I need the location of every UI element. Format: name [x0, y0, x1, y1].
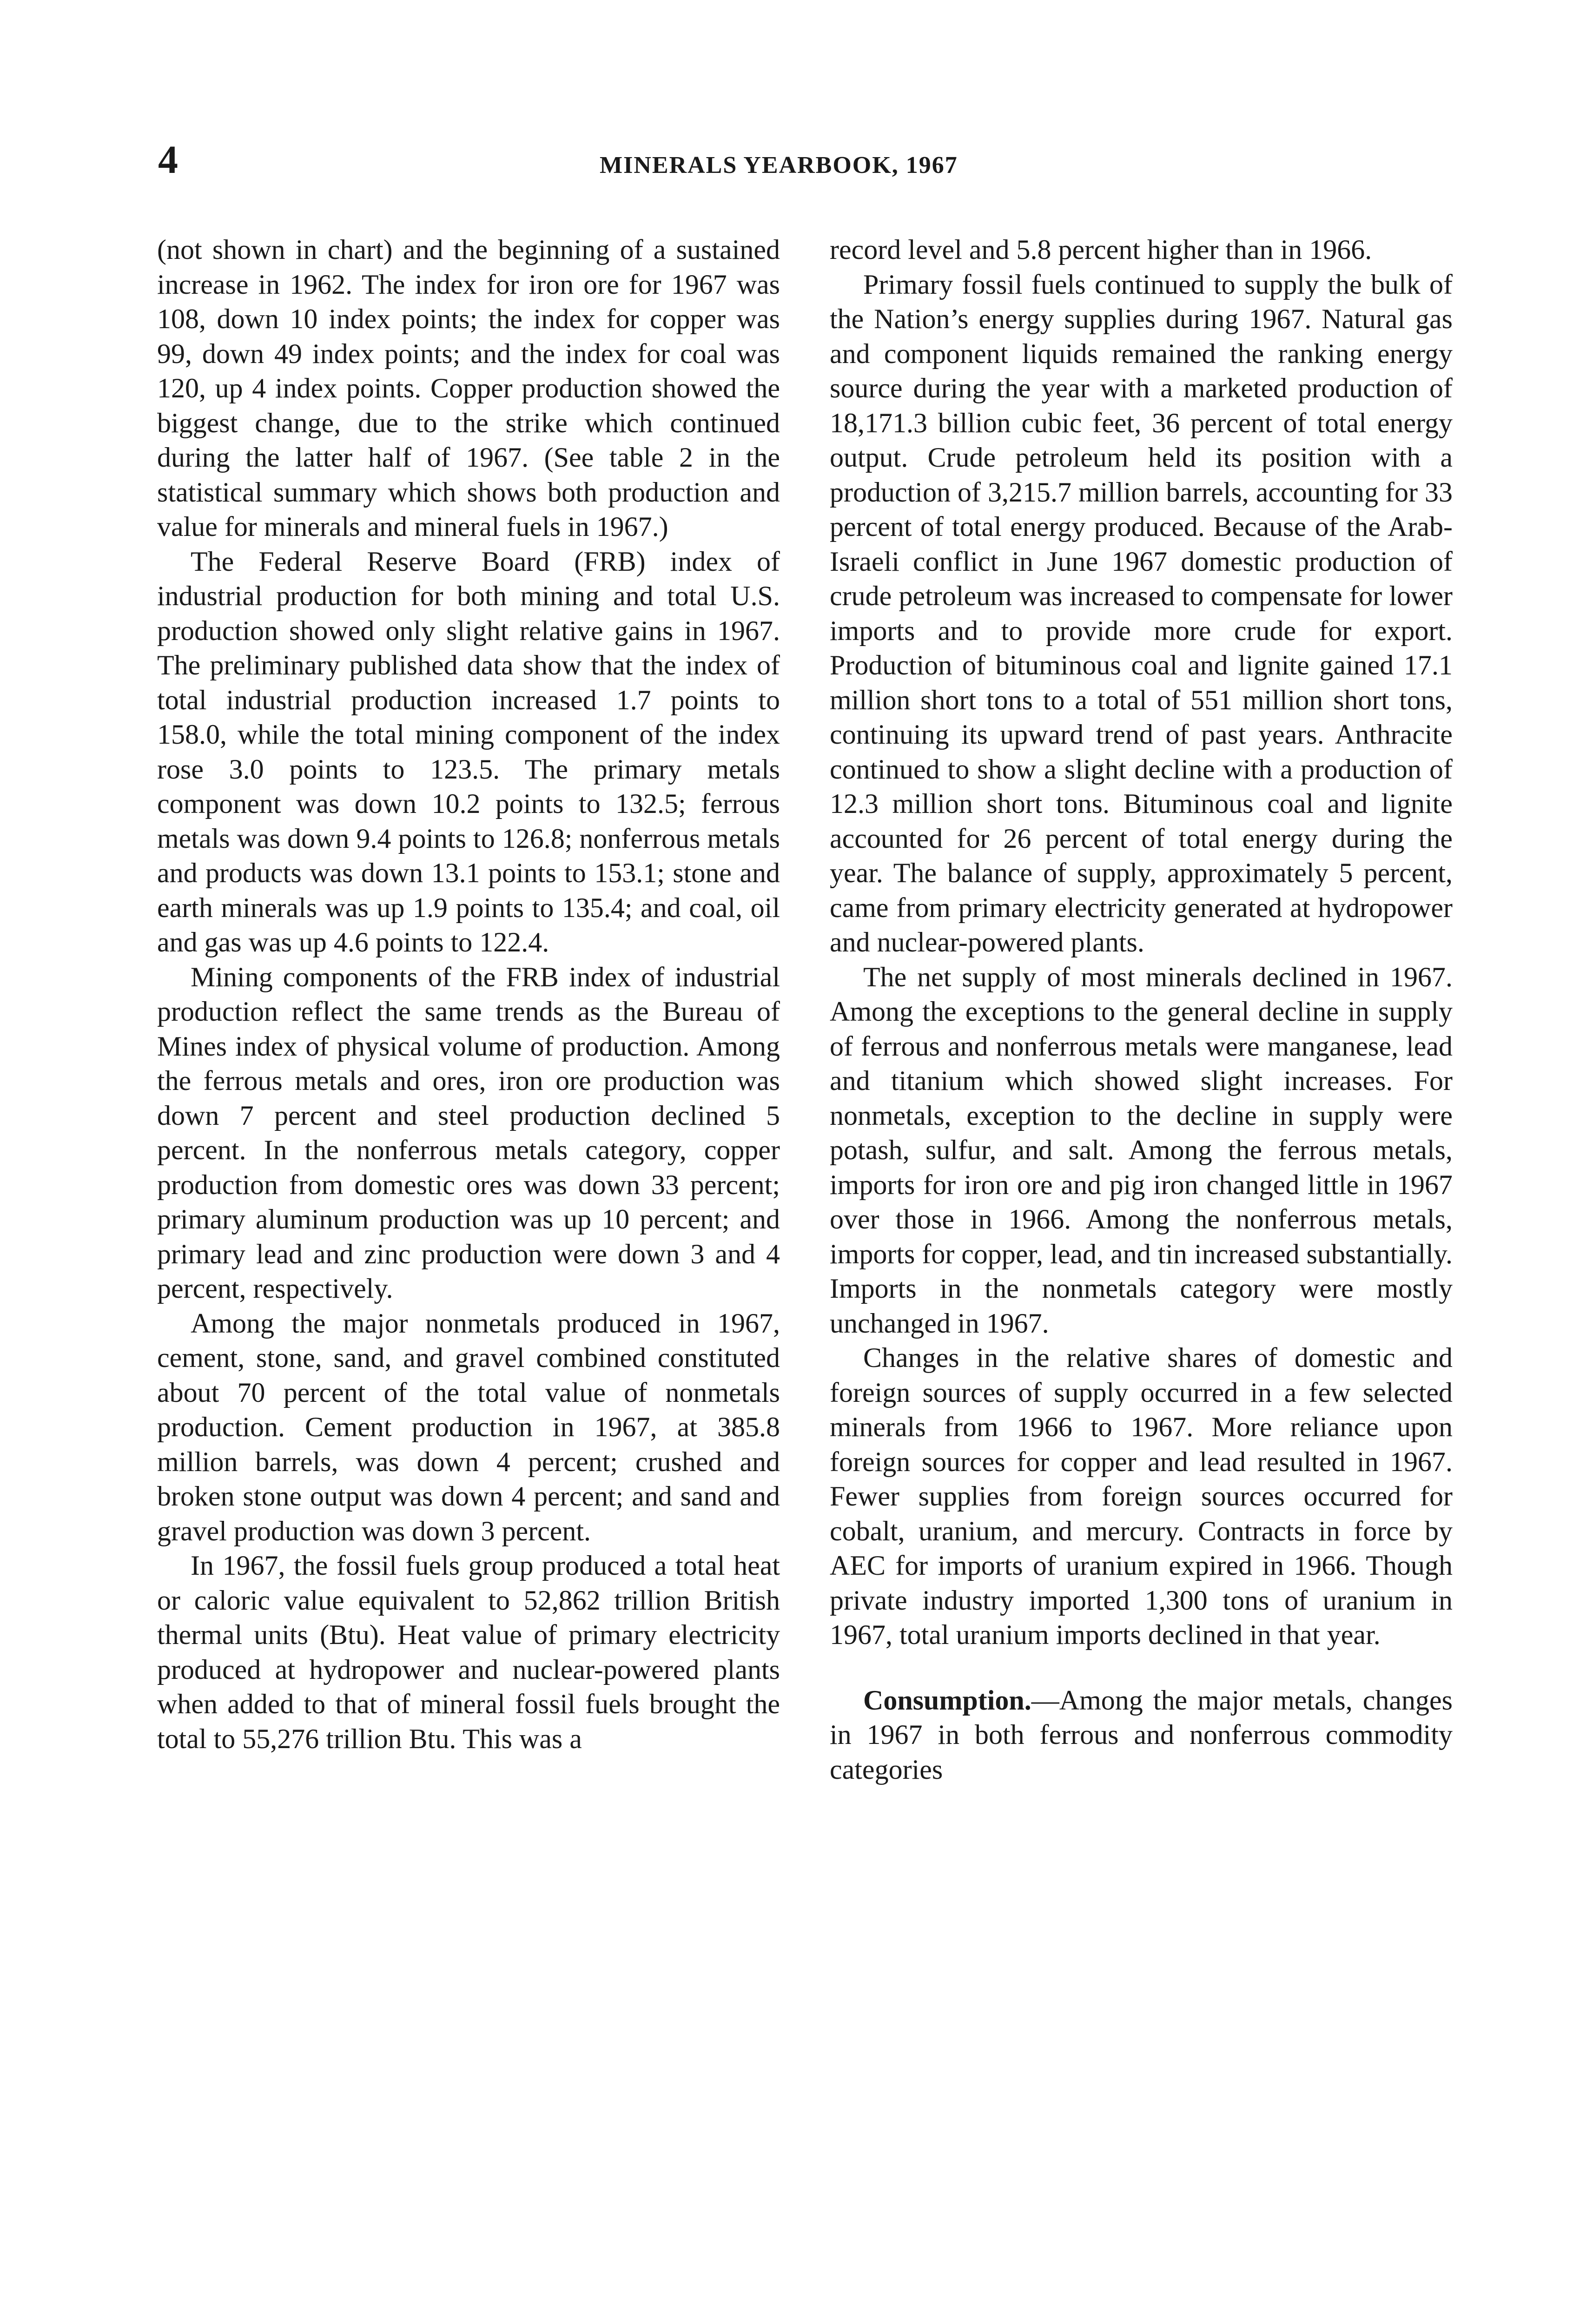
consumption-paragraph: [830, 1683, 1453, 1787]
paragraph-body: —Among the major metals, changes in 1967 in both ferrous and nonferrous commodity categories: [830, 1684, 1453, 1785]
paragraph: In 1967, the fossil fuels group produced a total heat or caloric value equivalent to 52,862 trillion British thermal units (Btu). Heat value of primary electricity produced at hydropower and nuclear-powered plants when added to that of mineral fossil fuels brought the total to 55,276 trillion Btu. This was a: [157, 1550, 780, 1754]
paragraph: The Federal Reserve Board (FRB) index of industrial production for both mining and total U.S. production showed only slight relative gains in 1967. The preliminary published data show that the index of total industrial production increased 1.7 points to 158.0, while the total mining component of the index rose 3.0 points to 123.5. The primary metals component was down 10.2 points to 132.5; ferrous metals was down 9.4 points to 126.8; nonferrous metals and products was down 13.1 points to 153.1; stone and earth minerals was up 1.9 points to 135.4; and coal, oil and gas was up 4.6 points to 122.4.: [157, 546, 780, 957]
paragraph: Among the major nonmetals produced in 1967, cement, stone, sand, and gravel combined constituted about 70 percent of the total value of nonmetals production. Cement production in 1967, at 385.8 million barrels, was down 4 percent; crushed and broken stone output was down 4 percent; and sand and gravel production was down 3 percent.: [157, 1307, 780, 1546]
section-heading: Consumption.: [863, 1684, 1031, 1716]
paragraph: Mining components of the FRB index of industrial production reflect the same trends as the Bureau of Mines index of physical volume of production. Among the ferrous metals and ores, iron ore production was down 7 percent and steel production declined 5 percent. In the nonferrous metals category, copper production from domestic ores was down 33 percent; primary aluminum production was up 10 percent; and primary lead and zinc production were down 3 and 4 percent, respectively.: [157, 961, 780, 1304]
paragraph: Changes in the relative shares of domestic and foreign sources of supply occurred in a few selected minerals from 1966 to 1967. More reliance upon foreign sources for copper and lead resulted in 1967. Fewer supplies from foreign sources occurred for cobalt, uranium, and mercury. Contracts in force by AEC for imports of uranium expired in 1966. Though private industry imported 1,300 tons of uranium in 1967, total uranium imports declined in that year.: [830, 1342, 1453, 1650]
paragraph: The net supply of most minerals declined in 1967. Among the exceptions to the general decline in supply of ferrous and nonferrous metals were manganese, lead and titanium which showed slight increases. For nonmetals, exception to the decline in supply were potash, sulfur, and salt. Among the ferrous metals, imports for iron ore and pig iron changed little in 1967 over those in 1966. Among the nonferrous metals, imports for copper, lead, and tin increased substantially. Imports in the nonmetals category were mostly unchanged in 1967.: [830, 961, 1453, 1339]
running-title: MINERALS YEARBOOK, 1967: [600, 152, 958, 178]
left-column: [157, 232, 780, 1756]
right-column: [830, 232, 1453, 1787]
page-number: 4: [158, 137, 178, 182]
paragraph: (not shown in chart) and the beginning of a sustained increase in 1962. The index for iron ore for 1967 was 108, down 10 index points; the index for copper was 99, down 49 index points; and the index for coal was 120, up 4 index points. Copper production showed the biggest change, due to the strike which continued during the latter half of 1967. (See table 2 in the statistical summary which shows both production and value for minerals and mineral fuels in 1967.): [157, 234, 780, 542]
paragraph: record level and 5.8 percent higher than in 1966.: [830, 234, 1372, 265]
paragraph: Primary fossil fuels continued to supply the bulk of the Nation’s energy supplies during 1967. Natural gas and component liquids remained the ranking energy source during the year with a marketed production of 18,171.3 billion cubic feet, 36 percent of total energy output. Crude petroleum held its position with a production of 3,215.7 million barrels, accounting for 33 percent of total energy produced. Because of the Arab-Israeli conflict in June 1967 domestic production of crude petroleum was increased to compensate for lower imports and to provide more crude for export. Production of bituminous coal and lignite gained 17.1 million short tons to a total of 551 million short tons, continuing its upward trend of past years. Anthracite continued to show a slight decline with a production of 12.3 million short tons. Bituminous coal and lignite accounted for 26 percent of total energy during the year. The balance of supply, approximately 5 percent, came from primary electricity generated at hydropower and nuclear-powered plants.: [830, 269, 1453, 957]
